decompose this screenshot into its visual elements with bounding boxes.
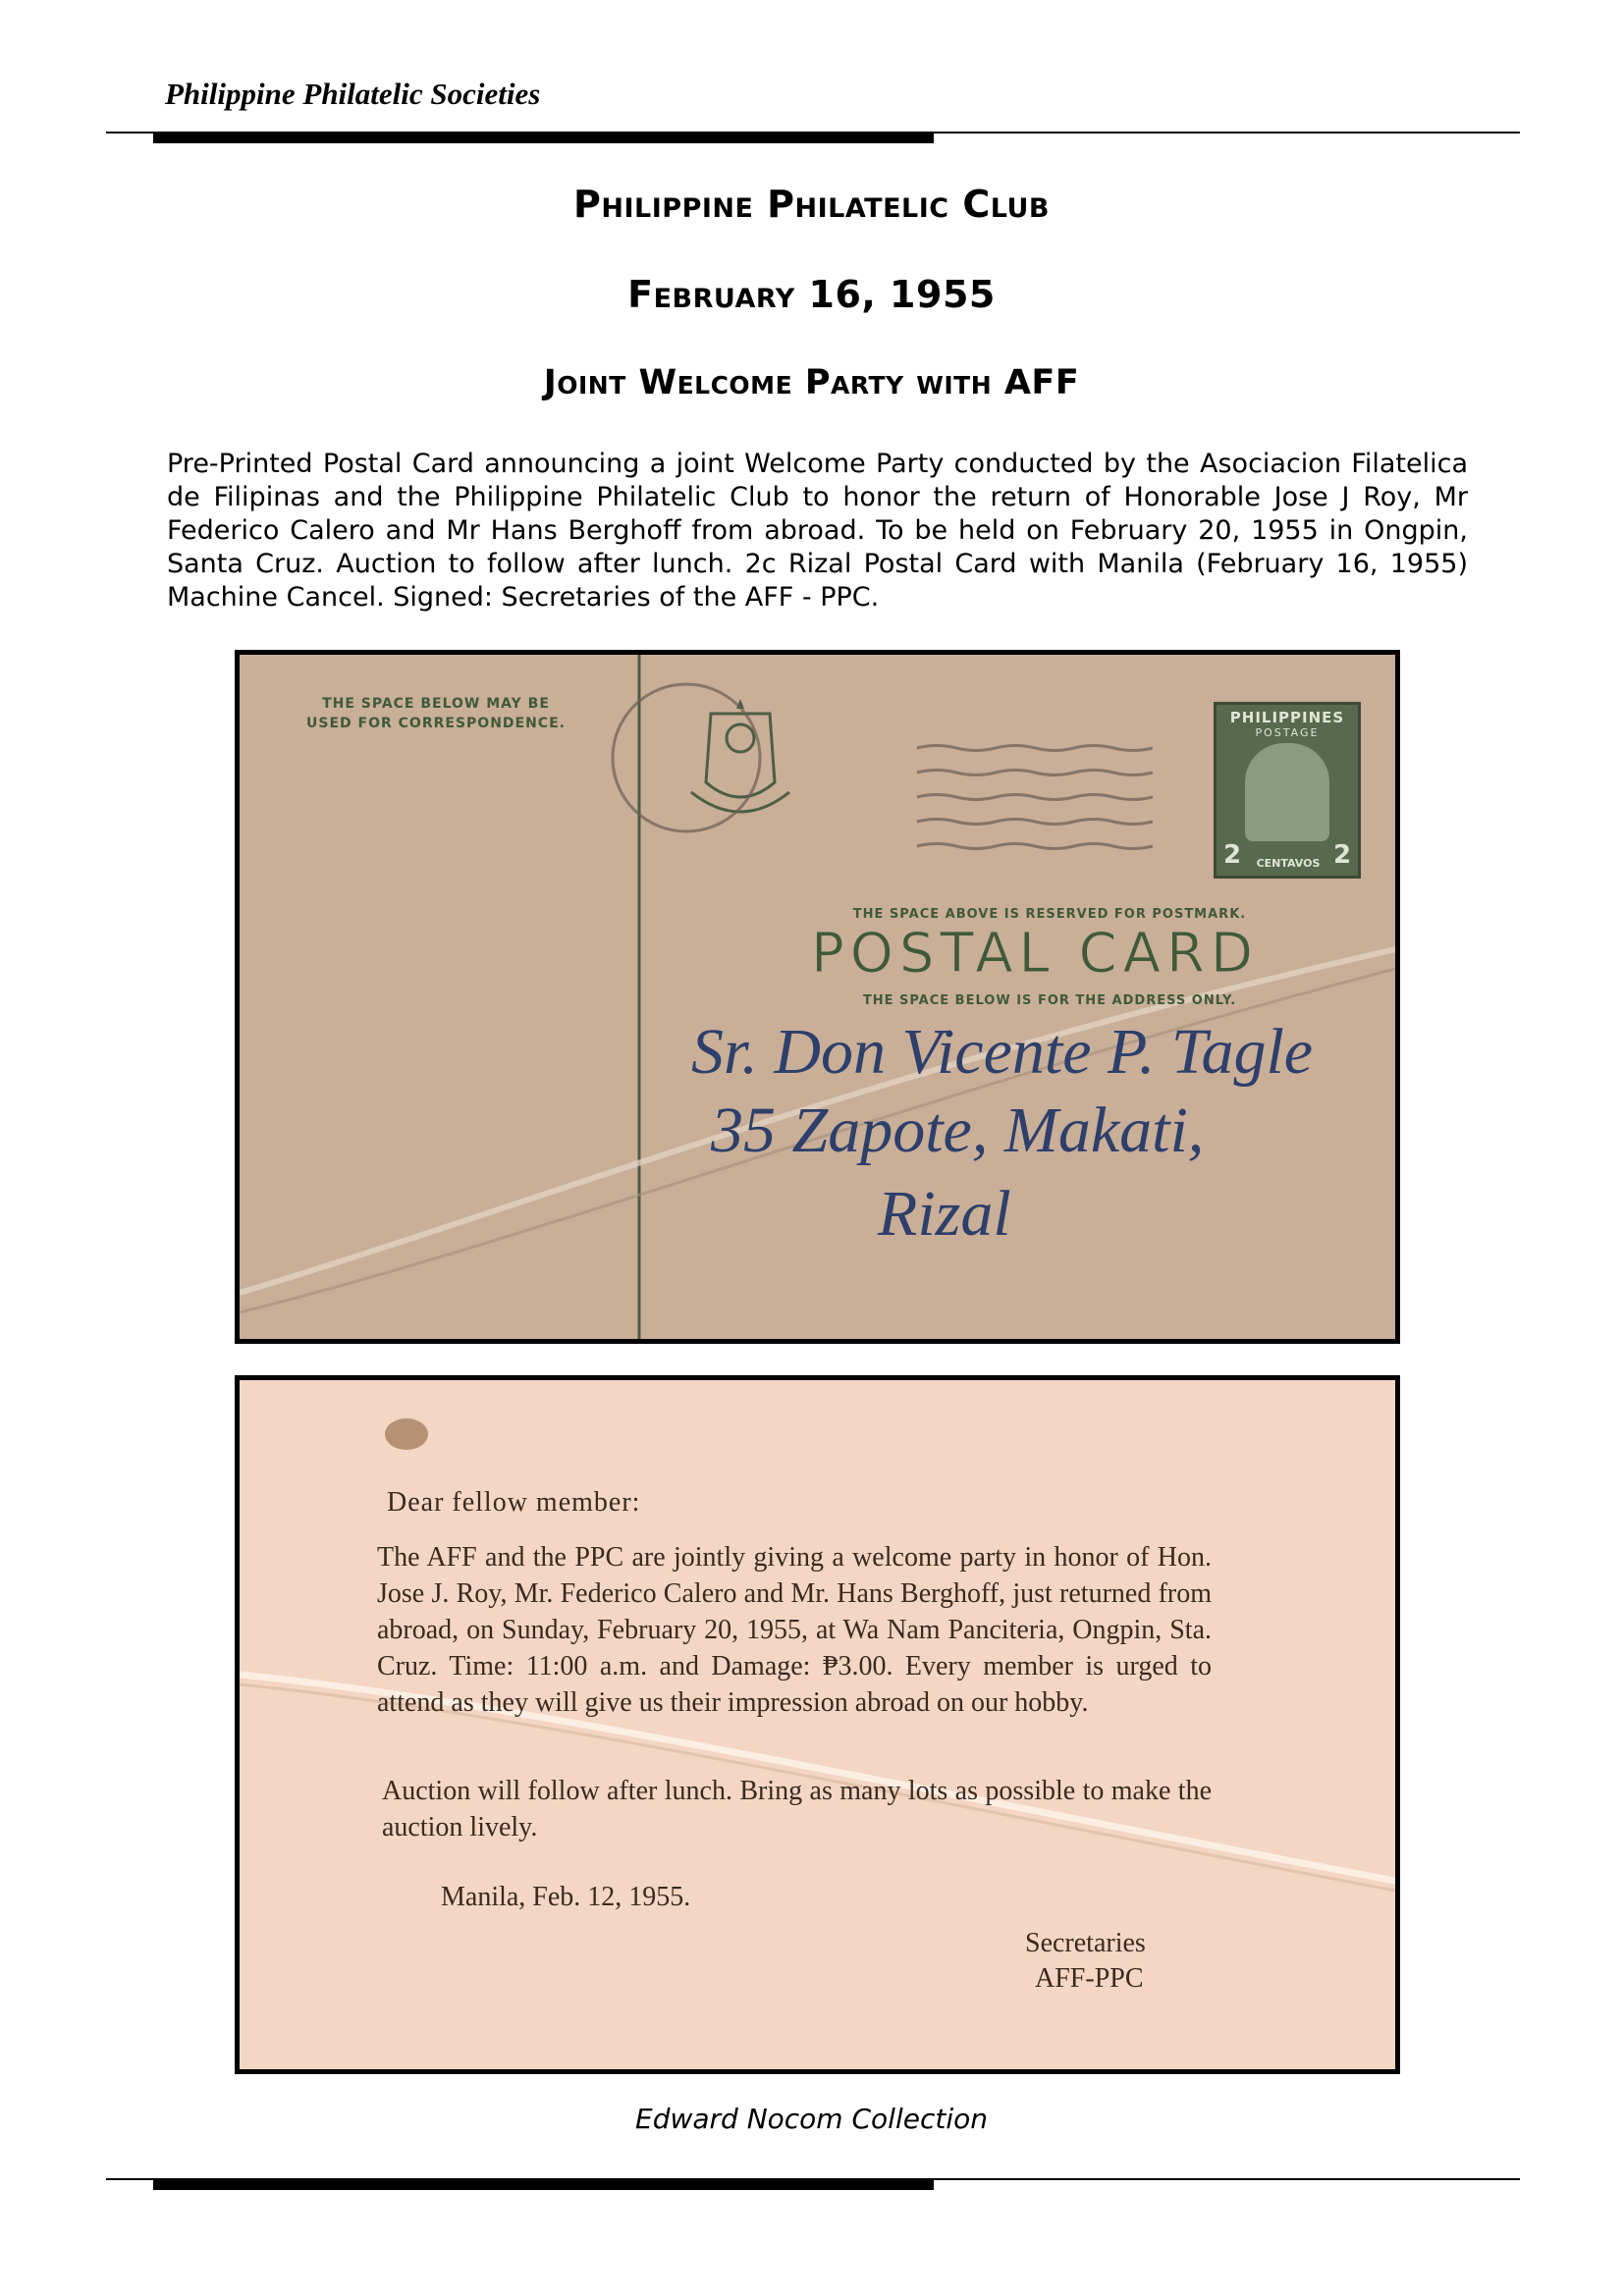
dateline: Manila, Feb. 12, 1955.: [441, 1882, 691, 1912]
postmark-note: THE SPACE ABOVE IS RESERVED FOR POSTMARK.: [852, 907, 1247, 922]
rizal-stamp: [1214, 702, 1361, 879]
rizal-portrait-icon: [1245, 743, 1329, 841]
address-line: 35 Zapote, Makati,: [711, 1095, 1205, 1166]
stamp-country: PHILIPPINES: [1229, 709, 1345, 726]
description: Pre-Printed Postal Card announcing a joint Welcome Party conducted by the Asociacion Filatelica de Filipinas and the Philippine Philatelic Club to honor the return of Honorable Jose J Roy, Mr Federico Calero and Mr Hans Berghoff from abroad. To be held on February 20, 1955 in Ongpin, Santa Cruz. Auction to follow after lunch. 2c Rizal Postal Card with Manila (February 16, 1955) Machine Cancel. Signed: Secretaries of the AFF - PPC.: [167, 449, 1468, 613]
header-rule-bold: [153, 133, 934, 143]
collection-caption: Edward Nocom Collection: [635, 2103, 988, 2135]
club-title: Philippine Philatelic Club: [573, 183, 1050, 226]
address-note: THE SPACE BELOW IS FOR THE ADDRESS ONLY.: [862, 993, 1237, 1008]
postal-card-front: [235, 650, 1400, 1344]
cancel-ring: [613, 684, 760, 831]
seal-icon: [691, 699, 789, 812]
letter-paragraph: The AFF and the PPC are jointly giving a welcome party in honor of Hon. Jose J. Roy, Mr. Federico Calero and Mr. Hans Berghoff, just returned from abroad, on Sunday, February 20, 1955, at Wa Nam Panciteria, Ongpin, Sta. Cruz. Time: 11:00 a.m. and Damage: ₱3.00. Every member is urged to attend as they will give us their impression abroad on our hobby.: [377, 1542, 1212, 1718]
wavy-cancel-lines: [917, 746, 1153, 849]
postal-card-back: [235, 1375, 1400, 2074]
letter-paragraph: Auction will follow after lunch. Bring as many lots as possible to make the auction lively.: [382, 1776, 1212, 1842]
signature-org: AFF-PPC: [1035, 1963, 1144, 1994]
footer-rule-bold: [153, 2179, 934, 2190]
running-head: Philippine Philatelic Societies: [165, 77, 541, 111]
salutation: Dear fellow member:: [387, 1487, 641, 1518]
address-line: Rizal: [878, 1178, 1011, 1250]
stamp-value-left: 2: [1222, 840, 1242, 870]
card-title: POSTAL CARD: [810, 922, 1259, 986]
correspondence-note: THE SPACE BELOW MAY BE USED FOR CORRESPONDENCE.: [306, 696, 566, 731]
signature-title: Secretaries: [1025, 1928, 1146, 1958]
stain-spot: [385, 1418, 428, 1450]
stamp-value-right: 2: [1332, 840, 1352, 870]
stamp-denomination: CENTAVOS: [1256, 857, 1321, 870]
address-line: Sr. Don Vicente P. Tagle: [691, 1016, 1314, 1088]
date-title: February 16, 1955: [627, 273, 996, 316]
stamp-postage: POSTAGE: [1255, 726, 1320, 739]
event-title: Joint Welcome Party with AFF: [543, 363, 1080, 402]
